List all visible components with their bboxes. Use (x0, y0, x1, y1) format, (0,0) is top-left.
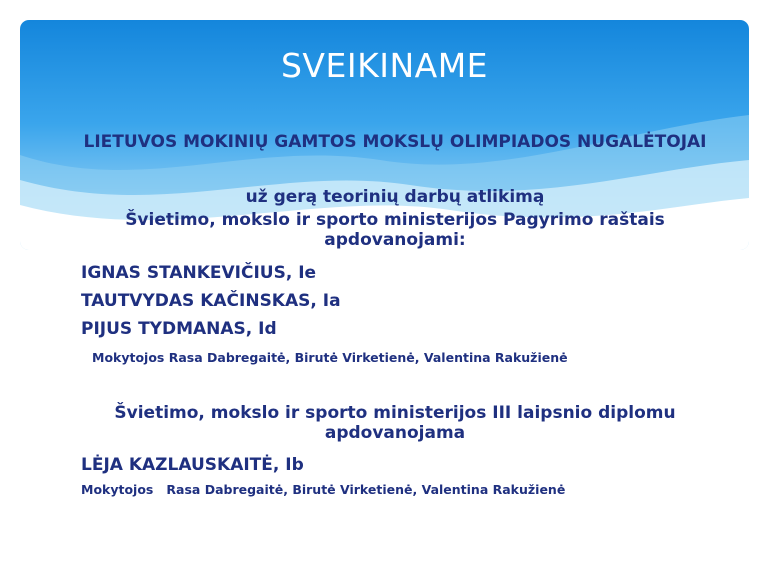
award2-description: Švietimo, mokslo ir sporto ministerijos III laipsnio diplomu apdovanojama (114, 403, 676, 443)
award1-teachers: Mokytojos Rasa Dabregaitė, Birutė Virketienė, Valentina Rakužienė (92, 350, 568, 365)
olympiad-subheading: už gerą teorinių darbų atlikimą (245, 187, 545, 207)
winner-name: TAUTVYDAS KAČINSKAS, Ia (81, 291, 341, 311)
diploma-winner-name: LĖJA KAZLAUSKAITĖ, Ib (81, 455, 304, 475)
winner-name: PIJUS TYDMANAS, Id (81, 319, 277, 339)
winner-name: IGNAS STANKEVIČIUS, Ie (81, 263, 317, 283)
award2-teachers: Mokytojos Rasa Dabregaitė, Birutė Virketienė, Valentina Rakužienė (81, 482, 566, 497)
olympiad-heading: LIETUVOS MOKINIŲ GAMTOS MOKSLŲ OLIMPIADOS NUGALĖTOJAI (83, 132, 707, 152)
slide-title: SVEIKINAME (280, 46, 489, 85)
award1-description: Švietimo, mokslo ir sporto ministerijos Pagyrimo raštais apdovanojami: (125, 210, 665, 250)
